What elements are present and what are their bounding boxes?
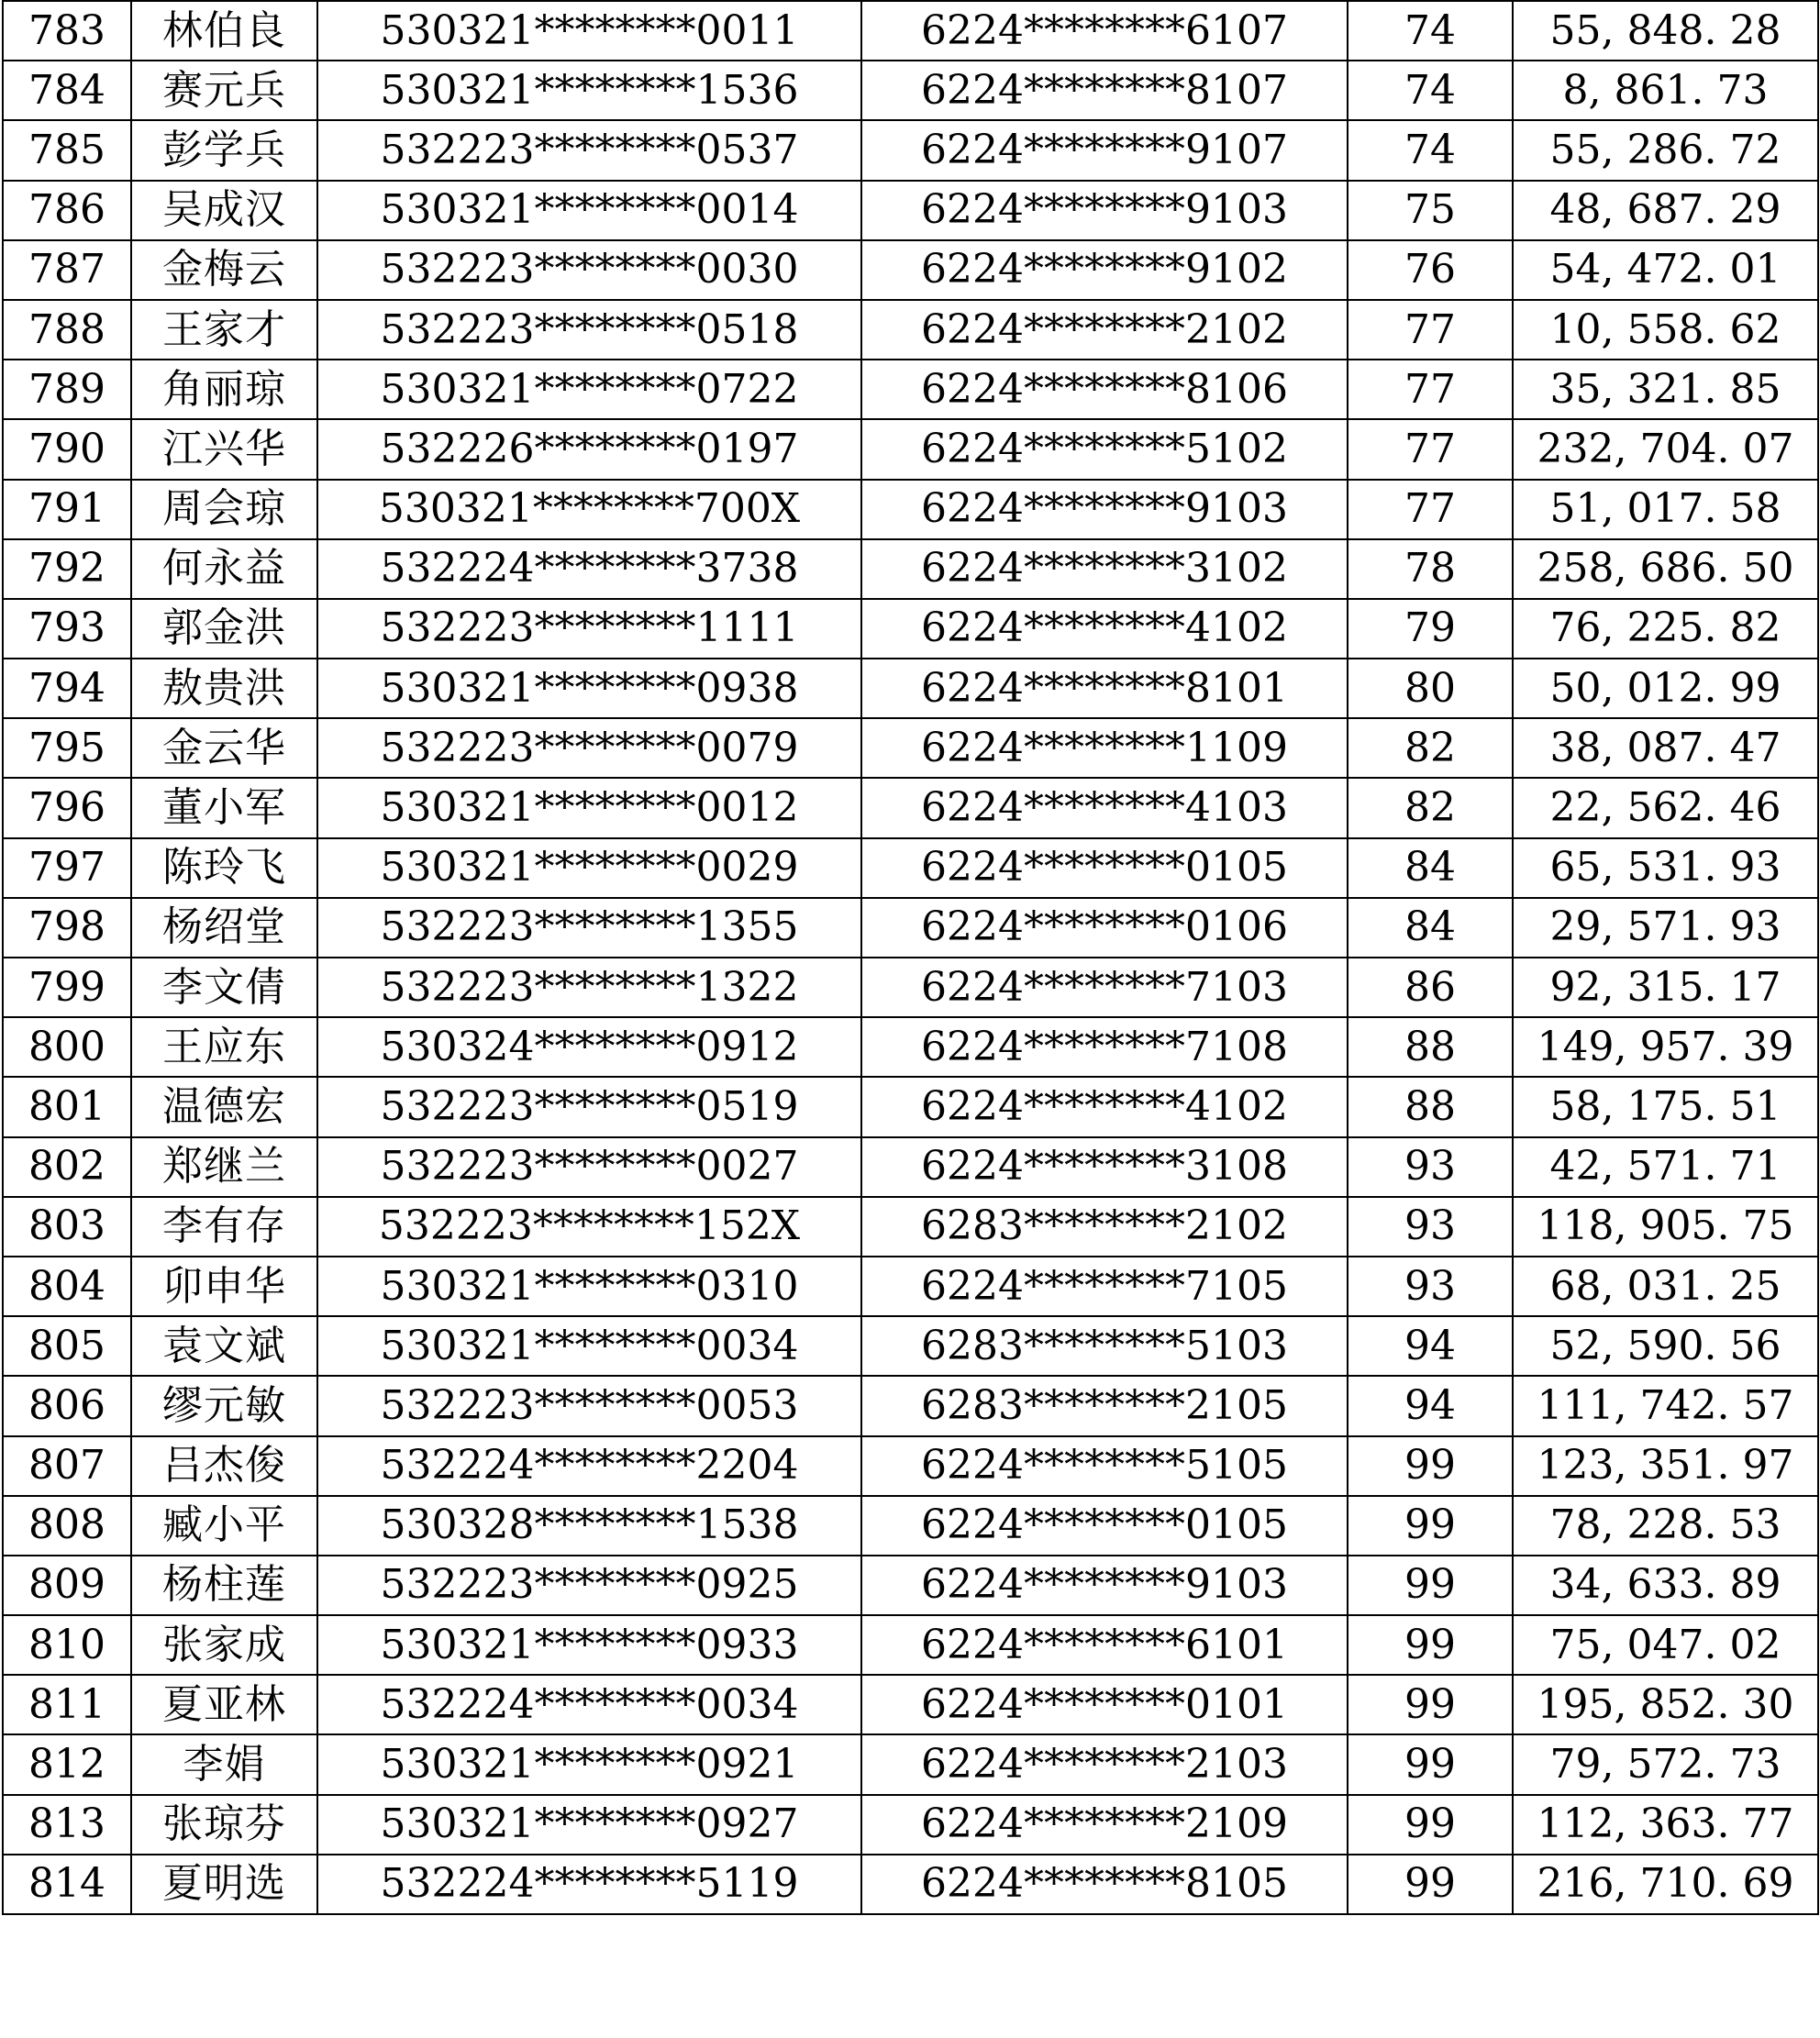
amount-cell: 111, 742. 57 bbox=[1513, 1376, 1818, 1435]
seq-cell: 792 bbox=[3, 539, 131, 599]
age-cell: 99 bbox=[1348, 1436, 1513, 1496]
table-row bbox=[3, 1197, 1818, 1257]
name-cell: 张琼芬 bbox=[131, 1795, 317, 1855]
name-cell: 林伯良 bbox=[131, 1, 317, 61]
seq-cell: 795 bbox=[3, 718, 131, 778]
age-cell: 99 bbox=[1348, 1615, 1513, 1675]
table-row bbox=[3, 958, 1818, 1017]
seq-cell: 802 bbox=[3, 1137, 131, 1197]
id-number-cell: 532224********2204 bbox=[317, 1436, 861, 1496]
table-row bbox=[3, 1795, 1818, 1855]
amount-cell: 75, 047. 02 bbox=[1513, 1615, 1818, 1675]
seq-cell: 785 bbox=[3, 120, 131, 180]
account-number-cell: 6224********4102 bbox=[861, 599, 1348, 659]
age-cell: 99 bbox=[1348, 1734, 1513, 1794]
amount-cell: 112, 363. 77 bbox=[1513, 1795, 1818, 1855]
name-cell: 彭学兵 bbox=[131, 120, 317, 180]
seq-cell: 793 bbox=[3, 599, 131, 659]
id-number-cell: 530321********0938 bbox=[317, 659, 861, 718]
seq-cell: 784 bbox=[3, 61, 131, 120]
account-number-cell: 6283********2105 bbox=[861, 1376, 1348, 1435]
table-row bbox=[3, 1615, 1818, 1675]
name-cell: 周会琼 bbox=[131, 480, 317, 539]
table-row bbox=[3, 659, 1818, 718]
amount-cell: 149, 957. 39 bbox=[1513, 1017, 1818, 1077]
seq-cell: 790 bbox=[3, 419, 131, 479]
amount-cell: 50, 012. 99 bbox=[1513, 659, 1818, 718]
id-number-cell: 532226********0197 bbox=[317, 419, 861, 479]
id-number-cell: 530321********0722 bbox=[317, 360, 861, 419]
account-number-cell: 6224********9103 bbox=[861, 480, 1348, 539]
name-cell: 臧小平 bbox=[131, 1496, 317, 1556]
account-number-cell: 6224********8101 bbox=[861, 659, 1348, 718]
age-cell: 99 bbox=[1348, 1675, 1513, 1734]
id-number-cell: 532223********0053 bbox=[317, 1376, 861, 1435]
seq-cell: 813 bbox=[3, 1795, 131, 1855]
id-number-cell: 530321********0014 bbox=[317, 181, 861, 240]
seq-cell: 799 bbox=[3, 958, 131, 1017]
name-cell: 郭金洪 bbox=[131, 599, 317, 659]
name-cell: 赛元兵 bbox=[131, 61, 317, 120]
name-cell: 夏亚林 bbox=[131, 1675, 317, 1734]
age-cell: 88 bbox=[1348, 1017, 1513, 1077]
account-number-cell: 6224********8105 bbox=[861, 1855, 1348, 1914]
account-number-cell: 6224********2109 bbox=[861, 1795, 1348, 1855]
account-number-cell: 6224********8107 bbox=[861, 61, 1348, 120]
id-number-cell: 530321********0034 bbox=[317, 1316, 861, 1376]
age-cell: 82 bbox=[1348, 718, 1513, 778]
id-number-cell: 532223********0925 bbox=[317, 1556, 861, 1615]
account-number-cell: 6224********3102 bbox=[861, 539, 1348, 599]
name-cell: 杨柱莲 bbox=[131, 1556, 317, 1615]
id-number-cell: 532223********0079 bbox=[317, 718, 861, 778]
name-cell: 李娟 bbox=[131, 1734, 317, 1794]
seq-cell: 796 bbox=[3, 778, 131, 837]
amount-cell: 29, 571. 93 bbox=[1513, 898, 1818, 958]
table-row bbox=[3, 1077, 1818, 1136]
amount-cell: 232, 704. 07 bbox=[1513, 419, 1818, 479]
amount-cell: 51, 017. 58 bbox=[1513, 480, 1818, 539]
seq-cell: 794 bbox=[3, 659, 131, 718]
age-cell: 77 bbox=[1348, 300, 1513, 360]
seq-cell: 788 bbox=[3, 300, 131, 360]
seq-cell: 807 bbox=[3, 1436, 131, 1496]
seq-cell: 805 bbox=[3, 1316, 131, 1376]
data-table bbox=[2, 0, 1819, 1915]
age-cell: 88 bbox=[1348, 1077, 1513, 1136]
seq-cell: 800 bbox=[3, 1017, 131, 1077]
table-row bbox=[3, 1017, 1818, 1077]
age-cell: 94 bbox=[1348, 1316, 1513, 1376]
age-cell: 74 bbox=[1348, 1, 1513, 61]
id-number-cell: 530321********0310 bbox=[317, 1257, 861, 1316]
amount-cell: 34, 633. 89 bbox=[1513, 1556, 1818, 1615]
age-cell: 77 bbox=[1348, 480, 1513, 539]
age-cell: 93 bbox=[1348, 1197, 1513, 1257]
name-cell: 卯申华 bbox=[131, 1257, 317, 1316]
name-cell: 夏明选 bbox=[131, 1855, 317, 1914]
seq-cell: 798 bbox=[3, 898, 131, 958]
amount-cell: 58, 175. 51 bbox=[1513, 1077, 1818, 1136]
age-cell: 75 bbox=[1348, 181, 1513, 240]
seq-cell: 786 bbox=[3, 181, 131, 240]
table-row bbox=[3, 1556, 1818, 1615]
amount-cell: 92, 315. 17 bbox=[1513, 958, 1818, 1017]
amount-cell: 76, 225. 82 bbox=[1513, 599, 1818, 659]
amount-cell: 54, 472. 01 bbox=[1513, 240, 1818, 300]
account-number-cell: 6224********7105 bbox=[861, 1257, 1348, 1316]
table-row bbox=[3, 1675, 1818, 1734]
amount-cell: 55, 286. 72 bbox=[1513, 120, 1818, 180]
id-number-cell: 530321********1536 bbox=[317, 61, 861, 120]
amount-cell: 10, 558. 62 bbox=[1513, 300, 1818, 360]
table-row bbox=[3, 1316, 1818, 1376]
seq-cell: 783 bbox=[3, 1, 131, 61]
id-number-cell: 532223********1355 bbox=[317, 898, 861, 958]
table-row bbox=[3, 1, 1818, 61]
seq-cell: 801 bbox=[3, 1077, 131, 1136]
name-cell: 袁文斌 bbox=[131, 1316, 317, 1376]
name-cell: 吴成汉 bbox=[131, 181, 317, 240]
age-cell: 99 bbox=[1348, 1795, 1513, 1855]
name-cell: 张家成 bbox=[131, 1615, 317, 1675]
name-cell: 董小军 bbox=[131, 778, 317, 837]
seq-cell: 812 bbox=[3, 1734, 131, 1794]
id-number-cell: 532224********5119 bbox=[317, 1855, 861, 1914]
table-row bbox=[3, 120, 1818, 180]
seq-cell: 810 bbox=[3, 1615, 131, 1675]
account-number-cell: 6224********0106 bbox=[861, 898, 1348, 958]
id-number-cell: 530321********0933 bbox=[317, 1615, 861, 1675]
seq-cell: 806 bbox=[3, 1376, 131, 1435]
amount-cell: 48, 687. 29 bbox=[1513, 181, 1818, 240]
age-cell: 76 bbox=[1348, 240, 1513, 300]
amount-cell: 195, 852. 30 bbox=[1513, 1675, 1818, 1734]
id-number-cell: 530324********0912 bbox=[317, 1017, 861, 1077]
id-number-cell: 532223********0027 bbox=[317, 1137, 861, 1197]
age-cell: 74 bbox=[1348, 120, 1513, 180]
account-number-cell: 6224********7108 bbox=[861, 1017, 1348, 1077]
table-row bbox=[3, 480, 1818, 539]
name-cell: 陈玲飞 bbox=[131, 838, 317, 898]
account-number-cell: 6224********8106 bbox=[861, 360, 1348, 419]
id-number-cell: 532223********152X bbox=[317, 1197, 861, 1257]
name-cell: 敖贵洪 bbox=[131, 659, 317, 718]
age-cell: 74 bbox=[1348, 61, 1513, 120]
amount-cell: 35, 321. 85 bbox=[1513, 360, 1818, 419]
id-number-cell: 530328********1538 bbox=[317, 1496, 861, 1556]
id-number-cell: 530321********0011 bbox=[317, 1, 861, 61]
seq-cell: 808 bbox=[3, 1496, 131, 1556]
account-number-cell: 6224********2103 bbox=[861, 1734, 1348, 1794]
name-cell: 王应东 bbox=[131, 1017, 317, 1077]
id-number-cell: 530321********700X bbox=[317, 480, 861, 539]
account-number-cell: 6224********9102 bbox=[861, 240, 1348, 300]
id-number-cell: 532224********0034 bbox=[317, 1675, 861, 1734]
age-cell: 94 bbox=[1348, 1376, 1513, 1435]
id-number-cell: 532223********0518 bbox=[317, 300, 861, 360]
age-cell: 99 bbox=[1348, 1556, 1513, 1615]
table-row bbox=[3, 61, 1818, 120]
id-number-cell: 530321********0921 bbox=[317, 1734, 861, 1794]
name-cell: 杨绍堂 bbox=[131, 898, 317, 958]
name-cell: 缪元敏 bbox=[131, 1376, 317, 1435]
age-cell: 80 bbox=[1348, 659, 1513, 718]
name-cell: 郑继兰 bbox=[131, 1137, 317, 1197]
id-number-cell: 532223********0537 bbox=[317, 120, 861, 180]
name-cell: 江兴华 bbox=[131, 419, 317, 479]
age-cell: 93 bbox=[1348, 1257, 1513, 1316]
account-number-cell: 6224********5105 bbox=[861, 1436, 1348, 1496]
account-number-cell: 6224********2102 bbox=[861, 300, 1348, 360]
age-cell: 84 bbox=[1348, 898, 1513, 958]
amount-cell: 8, 861. 73 bbox=[1513, 61, 1818, 120]
age-cell: 78 bbox=[1348, 539, 1513, 599]
name-cell: 王家才 bbox=[131, 300, 317, 360]
id-number-cell: 530321********0927 bbox=[317, 1795, 861, 1855]
table-row bbox=[3, 1496, 1818, 1556]
seq-cell: 809 bbox=[3, 1556, 131, 1615]
seq-cell: 787 bbox=[3, 240, 131, 300]
seq-cell: 797 bbox=[3, 838, 131, 898]
name-cell: 吕杰俊 bbox=[131, 1436, 317, 1496]
amount-cell: 22, 562. 46 bbox=[1513, 778, 1818, 837]
amount-cell: 65, 531. 93 bbox=[1513, 838, 1818, 898]
amount-cell: 258, 686. 50 bbox=[1513, 539, 1818, 599]
age-cell: 77 bbox=[1348, 419, 1513, 479]
name-cell: 金梅云 bbox=[131, 240, 317, 300]
table-row bbox=[3, 778, 1818, 837]
table-body bbox=[3, 1, 1818, 1914]
name-cell: 何永益 bbox=[131, 539, 317, 599]
id-number-cell: 532223********0030 bbox=[317, 240, 861, 300]
name-cell: 李有存 bbox=[131, 1197, 317, 1257]
table-row bbox=[3, 1855, 1818, 1914]
account-number-cell: 6224********3108 bbox=[861, 1137, 1348, 1197]
amount-cell: 42, 571. 71 bbox=[1513, 1137, 1818, 1197]
amount-cell: 55, 848. 28 bbox=[1513, 1, 1818, 61]
name-cell: 角丽琼 bbox=[131, 360, 317, 419]
seq-cell: 791 bbox=[3, 480, 131, 539]
id-number-cell: 532224********3738 bbox=[317, 539, 861, 599]
amount-cell: 216, 710. 69 bbox=[1513, 1855, 1818, 1914]
id-number-cell: 530321********0012 bbox=[317, 778, 861, 837]
age-cell: 93 bbox=[1348, 1137, 1513, 1197]
amount-cell: 78, 228. 53 bbox=[1513, 1496, 1818, 1556]
amount-cell: 52, 590. 56 bbox=[1513, 1316, 1818, 1376]
name-cell: 金云华 bbox=[131, 718, 317, 778]
age-cell: 79 bbox=[1348, 599, 1513, 659]
age-cell: 99 bbox=[1348, 1855, 1513, 1914]
id-number-cell: 532223********1111 bbox=[317, 599, 861, 659]
id-number-cell: 532223********1322 bbox=[317, 958, 861, 1017]
seq-cell: 811 bbox=[3, 1675, 131, 1734]
table-row bbox=[3, 1436, 1818, 1496]
seq-cell: 804 bbox=[3, 1257, 131, 1316]
account-number-cell: 6224********0101 bbox=[861, 1675, 1348, 1734]
table-row bbox=[3, 539, 1818, 599]
amount-cell: 68, 031. 25 bbox=[1513, 1257, 1818, 1316]
account-number-cell: 6283********5103 bbox=[861, 1316, 1348, 1376]
seq-cell: 814 bbox=[3, 1855, 131, 1914]
age-cell: 84 bbox=[1348, 838, 1513, 898]
amount-cell: 123, 351. 97 bbox=[1513, 1436, 1818, 1496]
account-number-cell: 6224********7103 bbox=[861, 958, 1348, 1017]
table-row bbox=[3, 1376, 1818, 1435]
table-row bbox=[3, 300, 1818, 360]
id-number-cell: 530321********0029 bbox=[317, 838, 861, 898]
account-number-cell: 6224********4102 bbox=[861, 1077, 1348, 1136]
table-row bbox=[3, 1734, 1818, 1794]
age-cell: 86 bbox=[1348, 958, 1513, 1017]
age-cell: 99 bbox=[1348, 1496, 1513, 1556]
table-row bbox=[3, 240, 1818, 300]
account-number-cell: 6224********5102 bbox=[861, 419, 1348, 479]
seq-cell: 789 bbox=[3, 360, 131, 419]
table-row bbox=[3, 838, 1818, 898]
name-cell: 温德宏 bbox=[131, 1077, 317, 1136]
table-row bbox=[3, 1257, 1818, 1316]
account-number-cell: 6224********6107 bbox=[861, 1, 1348, 61]
account-number-cell: 6224********6101 bbox=[861, 1615, 1348, 1675]
table-row bbox=[3, 718, 1818, 778]
account-number-cell: 6224********9103 bbox=[861, 181, 1348, 240]
amount-cell: 79, 572. 73 bbox=[1513, 1734, 1818, 1794]
amount-cell: 118, 905. 75 bbox=[1513, 1197, 1818, 1257]
age-cell: 82 bbox=[1348, 778, 1513, 837]
table-row bbox=[3, 181, 1818, 240]
account-number-cell: 6224********0105 bbox=[861, 1496, 1348, 1556]
table-row bbox=[3, 599, 1818, 659]
account-number-cell: 6224********0105 bbox=[861, 838, 1348, 898]
account-number-cell: 6224********1109 bbox=[861, 718, 1348, 778]
id-number-cell: 532223********0519 bbox=[317, 1077, 861, 1136]
age-cell: 77 bbox=[1348, 360, 1513, 419]
table-row bbox=[3, 360, 1818, 419]
account-number-cell: 6224********4103 bbox=[861, 778, 1348, 837]
seq-cell: 803 bbox=[3, 1197, 131, 1257]
account-number-cell: 6224********9103 bbox=[861, 1556, 1348, 1615]
amount-cell: 38, 087. 47 bbox=[1513, 718, 1818, 778]
table-row bbox=[3, 898, 1818, 958]
table-row bbox=[3, 419, 1818, 479]
table-row bbox=[3, 1137, 1818, 1197]
account-number-cell: 6224********9107 bbox=[861, 120, 1348, 180]
account-number-cell: 6283********2102 bbox=[861, 1197, 1348, 1257]
name-cell: 李文倩 bbox=[131, 958, 317, 1017]
